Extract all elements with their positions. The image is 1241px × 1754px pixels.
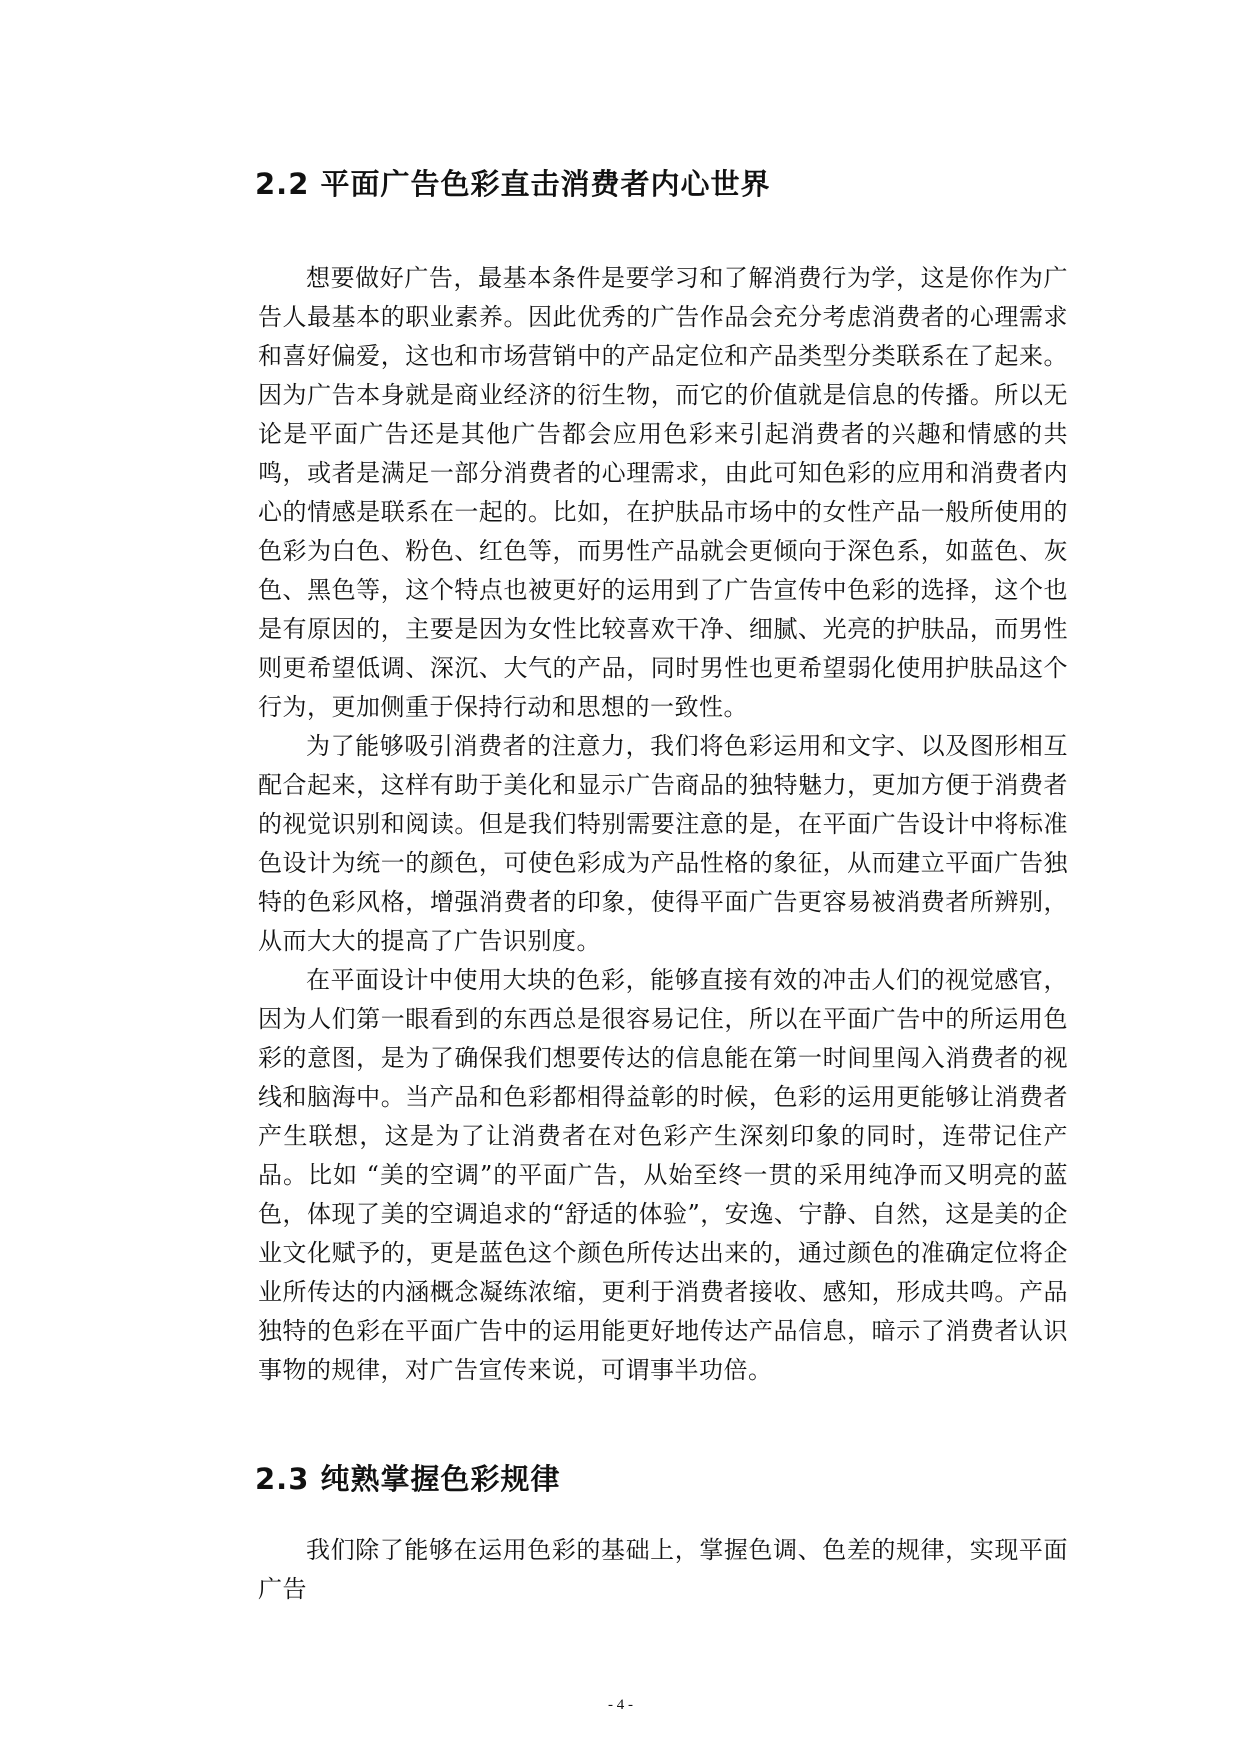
section-body-2-2 [258, 259, 1068, 1390]
paragraph: 想要做好广告，最基本条件是要学习和了解消费行为学，这是你作为广告人最基本的职业素养。因此优秀的广告作品会充分考虑消费者的心理需求和喜好偏爱，这也和市场营销中的产品定位和产品类型分类联系在了起来。因为广告本身就是商业经济的衍生物，而它的价值就是信息的传播。所以无论是平面广告还是其他广告都会应用色彩来引起消费者的兴趣和情感的共鸣，或者是满足一部分消费者的心理需求，由此可知色彩的应用和消费者内心的情感是联系在一起的。比如，在护肤品市场中的女性产品一般所使用的色彩为白色、粉色、红色等，而男性产品就会更倾向于深色系，如蓝色、灰色、黑色等，这个特点也被更好的运用到了广告宣传中色彩的选择，这个也是有原因的，主要是因为女性比较喜欢干净、细腻、光亮的护肤品，而男性则更希望低调、深沉、大气的产品，同时男性也更希望弱化使用护肤品这个行为，更加侧重于保持行动和思想的一致性。 [258, 264, 1068, 721]
section-body-2-3 [258, 1531, 1068, 1609]
page-number: - 4 - [608, 1697, 633, 1713]
paragraph: 为了能够吸引消费者的注意力，我们将色彩运用和文字、以及图形相互配合起来，这样有助于美化和显示广告商品的独特魅力，更加方便于消费者的视觉识别和阅读。但是我们特别需要注意的是，在平面广告设计中将标准色设计为统一的颜色，可使色彩成为产品性格的象征，从而建立平面广告独特的色彩风格，增强消费者的印象，使得平面广告更容易被消费者所辨别，从而大大的提高了广告识别度。 [258, 732, 1068, 955]
paragraph: 我们除了能够在运用色彩的基础上，掌握色调、色差的规律，实现平面广告 [258, 1536, 1068, 1603]
section-heading-2-3: 2.3 纯熟掌握色彩规律 [255, 1462, 561, 1496]
paragraph: 在平面设计中使用大块的色彩，能够直接有效的冲击人们的视觉感官，因为人们第一眼看到的东西总是很容易记住，所以在平面广告中的所运用色彩的意图，是为了确保我们想要传达的信息能在第一时间里闯入消费者的视线和脑海中。当产品和色彩都相得益彰的时候，色彩的运用更能够让消费者产生联想，这是为了让消费者在对色彩产生深刻印象的同时，连带记住产品。比如 “美的空调”的平面广告，从始至终一贯的采用纯净而又明亮的蓝色，体现了美的空调追求的“舒适的体验”，安逸、宁静、自然，这是美的企业文化赋予的，更是蓝色这个颜色所传达出来的，通过颜色的准确定位将企业所传达的内涵概念凝练浓缩，更利于消费者接收、感知，形成共鸣。产品独特的色彩在平面广告中的运用能更好地传达产品信息，暗示了消费者认识事物的规律，对广告宣传来说，可谓事半功倍。 [258, 966, 1068, 1384]
section-heading-2-2: 2.2 平面广告色彩直击消费者内心世界 [255, 167, 771, 201]
